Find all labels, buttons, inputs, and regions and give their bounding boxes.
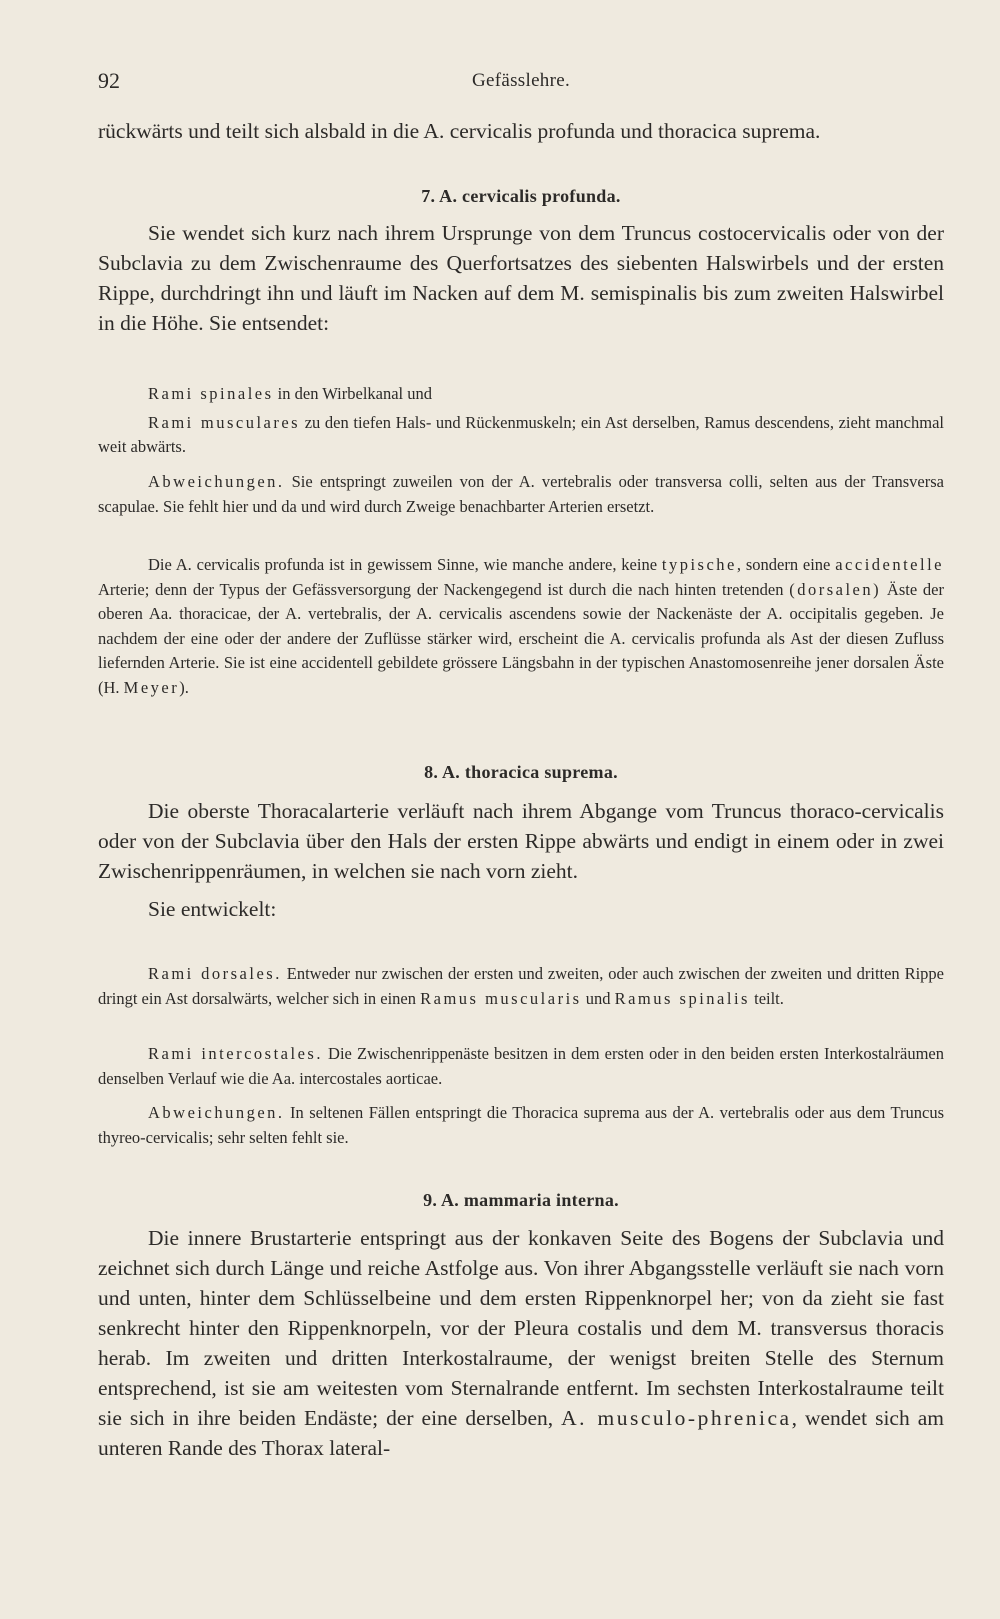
- note-text-2: , sondern eine: [736, 555, 836, 574]
- rami-dorsales-text-1: Entweder nur zwischen der ersten und zweiten, oder auch zwischen der zweiten und dritten Rippe dringt ein Ast dorsalwärts, welcher sich in einen: [98, 964, 944, 1008]
- term-rami-dorsales: Rami dorsales.: [148, 964, 282, 983]
- branch-rami-musculares-text: zu den tiefen Hals- und Rückenmuskeln; ein Ast derselben, Ramus descendens, zieht manchmal weit abwärts.: [98, 412, 944, 456]
- section7-body: [98, 218, 944, 338]
- section8-rami-intercostales: [98, 1042, 944, 1091]
- term-rami-spinales: Rami spinales: [148, 384, 274, 403]
- section8-body: [98, 796, 944, 924]
- section-heading-8: 8. A. thoracica suprema.: [424, 762, 618, 782]
- abweichungen-text: Sie entspringt zuweilen von der A. vertebralis oder transversa colli, selten aus der Transversa scapulae. Sie fehlt hier und da und wird durch Zweige benachbarter Arterien ersetzt.: [98, 472, 944, 516]
- rami-dorsales-text-3: teilt.: [749, 988, 784, 1008]
- section-heading-9: 9. A. mammaria interna.: [423, 1190, 619, 1210]
- term-ramus-muscularis: Ramus muscularis: [420, 988, 582, 1008]
- note-emph-dorsalen: (dorsalen): [789, 579, 882, 599]
- note-emph-accidentelle: accidentelle: [835, 555, 944, 574]
- intro-text: rückwärts und teilt sich alsbald in die A. cervicalis profunda und thoracica suprema.: [98, 119, 821, 143]
- section7-abweichungen: [98, 470, 944, 519]
- section8-body-text: Die oberste Thoracalarterie verläuft nach ihrem Abgange vom Truncus thoraco-cervicalis oder von der Subclavia über den Hals der ersten Rippe abwärts und endigt in einem oder in zwei Zwischenrippenräumen, in welchen sie nach vorn zieht.: [98, 799, 944, 883]
- running-title: Gefässlehre.: [471, 70, 571, 91]
- section9-body-text-2: , wendet sich am unteren Rande des Thorax lateral-: [98, 1406, 944, 1460]
- section8-rami-dorsales: [98, 962, 944, 1011]
- page-header: [98, 68, 944, 96]
- rami-dorsales-text-2: und: [581, 988, 615, 1008]
- section7-branches: [98, 382, 944, 460]
- term-rami-musculares: Rami musculares: [148, 412, 301, 432]
- term-abweichungen-8: Abweichungen.: [148, 1103, 285, 1122]
- section9-body-text-1: Die innere Brustarterie entspringt aus der konkaven Seite des Bogens der Subclavia und zeichnet sich durch Länge und reiche Astfolge aus. Von ihrer Abgangsstelle verläuft sie nach vorn und unten, hinter dem Schlüsselbeine und dem ersten Rippenknorpel her; von da zieht sie fast senkrecht hinter den Rippenknorpeln, vor der Pleura costalis und dem M. transversus thoracis herab. Im zweiten und dritten Interkostalraume, der wenigst breiten Stelle des Sternum entsprechend, ist sie am weitesten vom Sternalrande entfernt. Im sechsten Interkostalraume teilt sie sich in ihre beiden Endäste; der eine derselben,: [98, 1226, 944, 1430]
- section-heading-7: 7. A. cervicalis profunda.: [421, 186, 621, 206]
- intro-paragraph: [98, 116, 944, 146]
- note-text-1: Die A. cervicalis profunda ist in gewissem Sinne, wie manche andere, keine: [148, 555, 662, 574]
- page-number: 92: [98, 68, 120, 93]
- note-text-5: ).: [179, 677, 189, 697]
- note-emph-typische: typische: [661, 555, 737, 574]
- note-emph-meyer: Meyer: [123, 677, 180, 697]
- section8-entwickelt: Sie entwickelt:: [148, 897, 277, 921]
- rami-intercostales-text: Die Zwischenrippenäste besitzen in dem ersten oder in den beiden ersten Interkostalräumen denselben Verlauf wie die Aa. intercostales aorticae.: [98, 1044, 944, 1088]
- note-text-4: Äste der oberen Aa. thoracicae, der A. vertebralis, der A. cervicalis ascendens sowie der Nackenäste der A. occipitalis gegeben. Je nachdem der eine oder der andere der Zuflüsse stärker wird, erscheint die A. cervicalis profunda als Ast der diesen Zufluss liefernden Arterie. Sie ist eine accidentell gebildete grössere Längsbahn in der typischen Anastomosenreihe jener dorsalen Äste (H.: [98, 579, 944, 697]
- section7-body-text: Sie wendet sich kurz nach ihrem Ursprunge von dem Truncus costocervicalis oder von der Subclavia zu dem Zwischenraume des Querfortsatzes des siebenten Halswirbels und der ersten Rippe, durchdringt ihn und läuft im Nacken auf dem M. semispinalis bis zum zweiten Halswirbel in die Höhe. Sie entsendet:: [98, 221, 944, 335]
- branch-rami-spinales-text: in den Wirbelkanal und: [273, 384, 433, 403]
- branch-rami-spinales: [98, 382, 944, 407]
- section9-body: [98, 1223, 944, 1463]
- section8-abweichungen: [98, 1101, 944, 1150]
- term-musculo-phrenica: A. musculo-phrenica: [561, 1406, 792, 1430]
- branch-rami-musculares: [98, 411, 944, 460]
- section7-note: [98, 553, 944, 700]
- term-ramus-spinalis: Ramus spinalis: [614, 988, 750, 1008]
- term-rami-intercostales: Rami intercostales.: [148, 1044, 323, 1063]
- abweichungen-8-text: In seltenen Fällen entspringt die Thoracica suprema aus der A. vertebralis oder aus dem Truncus thyreo-cervicalis; sehr selten fehlt sie.: [98, 1103, 944, 1147]
- note-text-3: Arterie; denn der Typus der Gefässversorgung der Nackengegend ist durch die nach hinten tretenden: [98, 579, 790, 599]
- term-abweichungen: Abweichungen.: [148, 472, 285, 491]
